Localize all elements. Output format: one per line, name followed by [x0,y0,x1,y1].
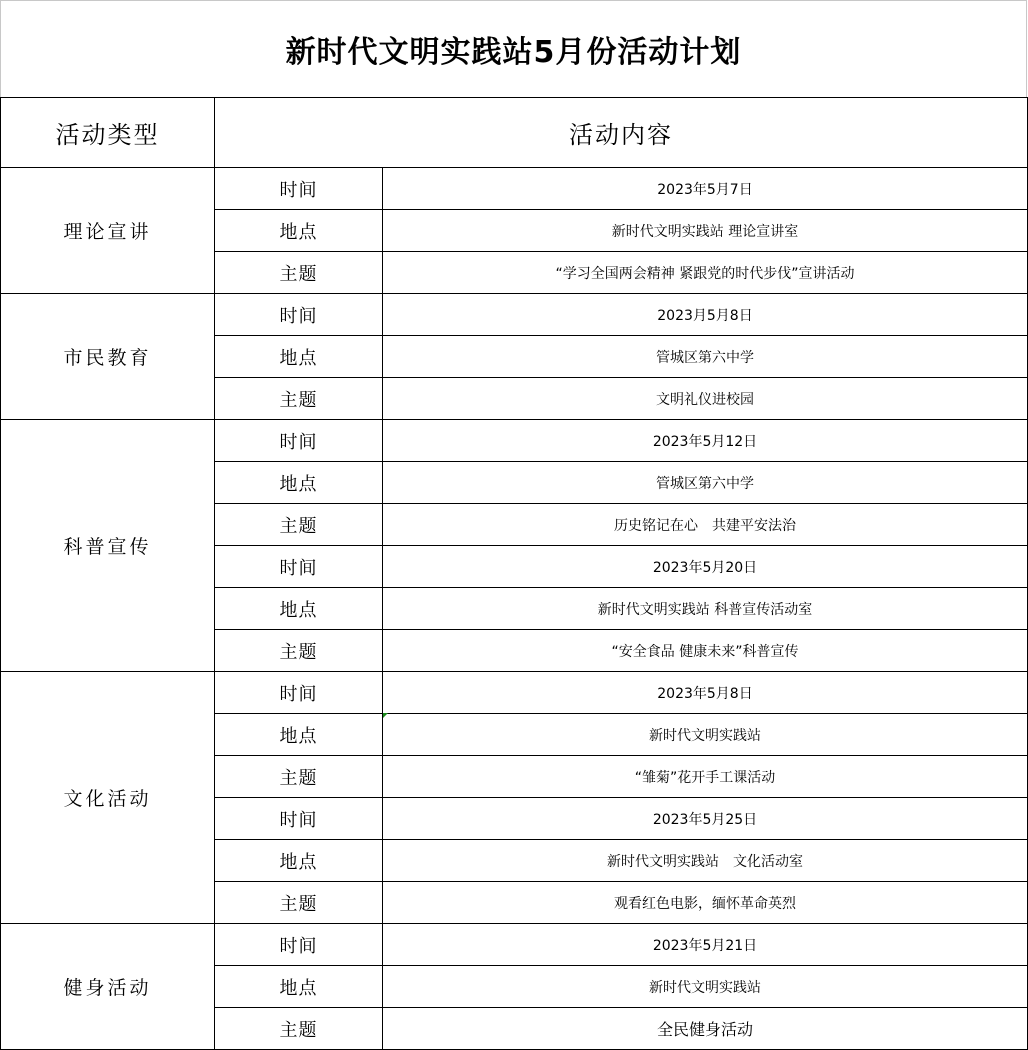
activity-type-cell: 科普宣传 [1,420,215,672]
field-value-cell: 历史铭记在心 共建平安法治 [383,504,1028,546]
field-value-cell: 观看红色电影，缅怀革命英烈 [383,882,1028,924]
field-label-cell: 地点 [215,336,383,378]
field-label-cell: 时间 [215,546,383,588]
field-value-cell: 新时代文明实践站 [383,966,1028,1008]
field-label-cell: 时间 [215,420,383,462]
table-row [1,672,1028,714]
field-label-cell: 主题 [215,252,383,294]
field-value-cell: 2023年5月20日 [383,546,1028,588]
field-value-cell: 2023年5月12日 [383,420,1028,462]
field-value-cell: 管城区第六中学 [383,462,1028,504]
field-label-cell: 地点 [215,210,383,252]
activity-type-cell: 健身活动 [1,924,215,1050]
field-label-cell: 时间 [215,168,383,210]
table-body [1,168,1028,1050]
field-label-cell: 时间 [215,294,383,336]
header-activity-type: 活动类型 [1,98,215,168]
field-label-cell: 主题 [215,882,383,924]
field-value-cell: “雏菊”花开手工课活动 [383,756,1028,798]
activity-type-cell: 理论宣讲 [1,168,215,294]
field-label-cell: 主题 [215,630,383,672]
field-value-cell: 管城区第六中学 [383,336,1028,378]
field-label-cell: 主题 [215,504,383,546]
field-label-cell: 主题 [215,756,383,798]
table-row [1,924,1028,966]
field-label-cell: 时间 [215,924,383,966]
table-header-row [1,98,1028,168]
activity-type-cell: 文化活动 [1,672,215,924]
field-value-cell: “学习全国两会精神 紧跟党的时代步伐”宣讲活动 [383,252,1028,294]
field-label-cell: 地点 [215,714,383,756]
field-value-cell: 2023月5月8日 [383,294,1028,336]
field-label-cell: 地点 [215,966,383,1008]
table-row [1,294,1028,336]
field-value-cell: 全民健身活动 [383,1008,1028,1050]
field-label-cell: 主题 [215,378,383,420]
field-label-cell: 地点 [215,588,383,630]
field-value-cell: 2023年5月25日 [383,798,1028,840]
activity-type-cell: 市民教育 [1,294,215,420]
cell-comment-marker [383,713,388,718]
table-row [1,168,1028,210]
field-value-cell: 2023年5月21日 [383,924,1028,966]
field-value-cell: 文明礼仪进校园 [383,378,1028,420]
table-row [1,420,1028,462]
field-value-cell: “安全食品 健康未来”科普宣传 [383,630,1028,672]
field-value-cell: 新时代文明实践站 理论宣讲室 [383,210,1028,252]
field-label-cell: 地点 [215,840,383,882]
field-label-cell: 主题 [215,1008,383,1050]
field-value-cell: 2023年5月8日 [383,672,1028,714]
field-value-cell: 2023年5月7日 [383,168,1028,210]
field-label-cell: 时间 [215,672,383,714]
field-value-cell: 新时代文明实践站 [383,714,1028,756]
field-value-cell: 新时代文明实践站 科普宣传活动室 [383,588,1028,630]
field-value-cell: 新时代文明实践站 文化活动室 [383,840,1028,882]
field-label-cell: 地点 [215,462,383,504]
page-title: 新时代文明实践站5月份活动计划 [0,0,1027,97]
field-label-cell: 时间 [215,798,383,840]
header-activity-content: 活动内容 [215,98,1028,168]
activity-plan-table [0,97,1028,1050]
